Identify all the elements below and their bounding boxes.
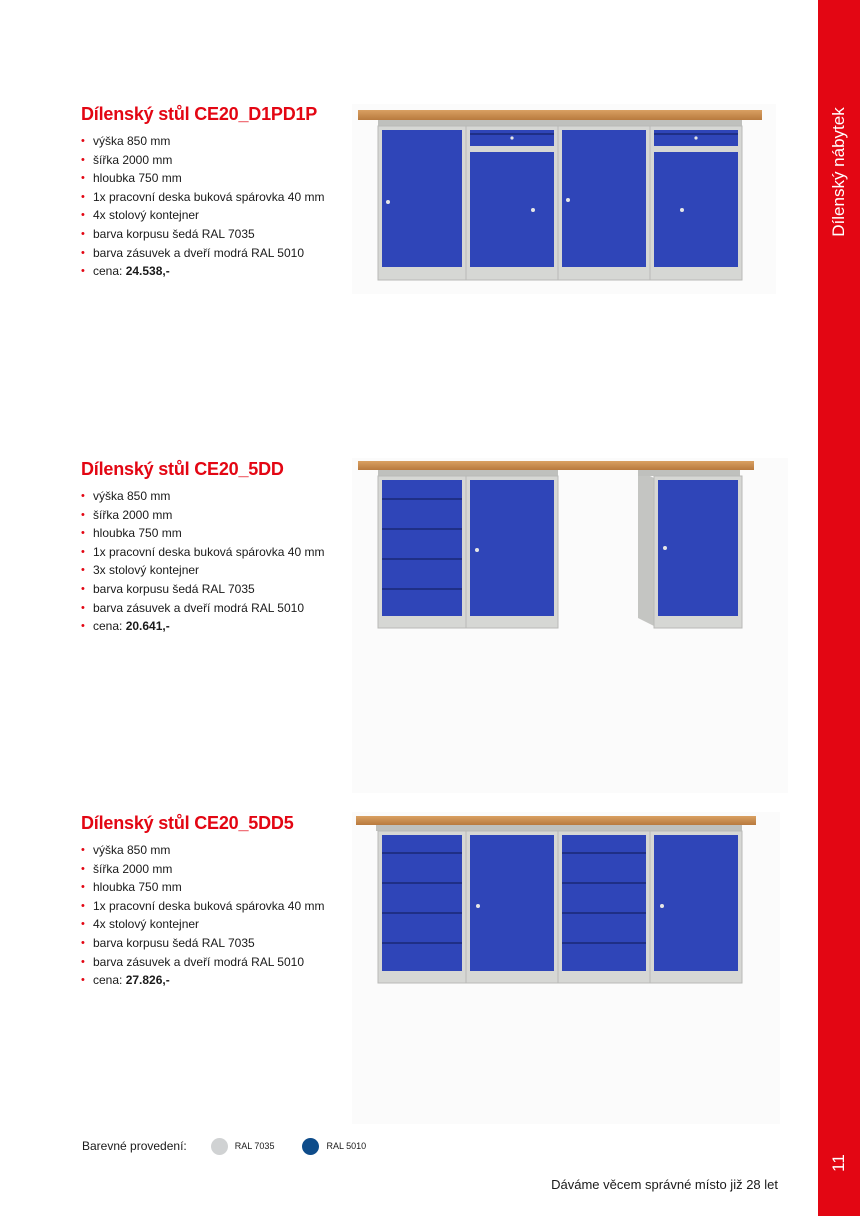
spec-list: [81, 841, 341, 990]
spec-item: • 1x pracovní deska buková spárovka 40 mm: [81, 543, 341, 562]
swatch-ral-5010: [302, 1138, 319, 1155]
price-item: [81, 971, 341, 990]
color-legend: [82, 1136, 366, 1156]
price-value: 20.641,-: [125, 619, 170, 634]
spec-item: • 1x pracovní deska buková spárovka 40 mm: [81, 897, 341, 916]
price-item: [81, 617, 341, 636]
product-title: Dílenský stůl CE20_5DD5: [81, 813, 294, 833]
spec-item: • barva zásuvek a dveří modrá RAL 5010: [81, 244, 341, 263]
spec-item: • výška 850 mm: [81, 487, 341, 506]
spec-item: • 4x stolový kontejner: [81, 915, 341, 934]
spec-item: • 3x stolový kontejner: [81, 561, 341, 580]
page-number: 11: [829, 1154, 848, 1172]
price-value: 27.826,-: [125, 973, 170, 988]
side-bar: [818, 0, 860, 1216]
product-block: [81, 459, 341, 636]
spec-item: • šířka 2000 mm: [81, 506, 341, 525]
spec-item: • výška 850 mm: [81, 132, 341, 151]
price-label: cena:: [93, 973, 123, 988]
spec-item: • barva korpusu šedá RAL 7035: [81, 580, 341, 599]
spec-item: • výška 850 mm: [81, 841, 341, 860]
workbench-5dd-image: [352, 458, 788, 658]
section-title: Dílenský nábytek: [829, 107, 848, 237]
spec-item: • barva korpusu šedá RAL 7035: [81, 225, 341, 244]
spec-item: • 1x pracovní deska buková spárovka 40 mm: [81, 188, 341, 207]
swatch-label: RAL 7035: [234, 1141, 275, 1151]
spec-item: • šířka 2000 mm: [81, 151, 341, 170]
spec-item: • hloubka 750 mm: [81, 524, 341, 543]
price-item: [81, 262, 341, 281]
spec-item: • šířka 2000 mm: [81, 860, 341, 879]
spec-item: • hloubka 750 mm: [81, 878, 341, 897]
product-block: [81, 813, 341, 990]
spec-item: • 4x stolový kontejner: [81, 206, 341, 225]
spec-item: • barva korpusu šedá RAL 7035: [81, 934, 341, 953]
product-title: Dílenský stůl CE20_D1PD1P: [81, 104, 318, 124]
spec-item: • barva zásuvek a dveří modrá RAL 5010: [81, 599, 341, 618]
spec-list: [81, 132, 341, 281]
workbench-d1pd1p-image: [352, 104, 776, 294]
price-label: cena:: [93, 264, 123, 279]
legend-label: Barevné provedení:: [82, 1139, 187, 1153]
footer-slogan: Dáváme věcem správné místo již 28 let: [551, 1177, 778, 1192]
spec-list: [81, 487, 341, 636]
price-label: cena:: [93, 619, 123, 634]
swatch-ral-7035: [211, 1138, 228, 1155]
spec-item: • hloubka 750 mm: [81, 169, 341, 188]
workbench-5dd5-image: [352, 812, 780, 992]
product-block: [81, 104, 341, 281]
price-value: 24.538,-: [125, 264, 170, 279]
product-title: Dílenský stůl CE20_5DD: [81, 459, 284, 479]
spec-item: • barva zásuvek a dveří modrá RAL 5010: [81, 953, 341, 972]
swatch-label: RAL 5010: [326, 1141, 367, 1151]
